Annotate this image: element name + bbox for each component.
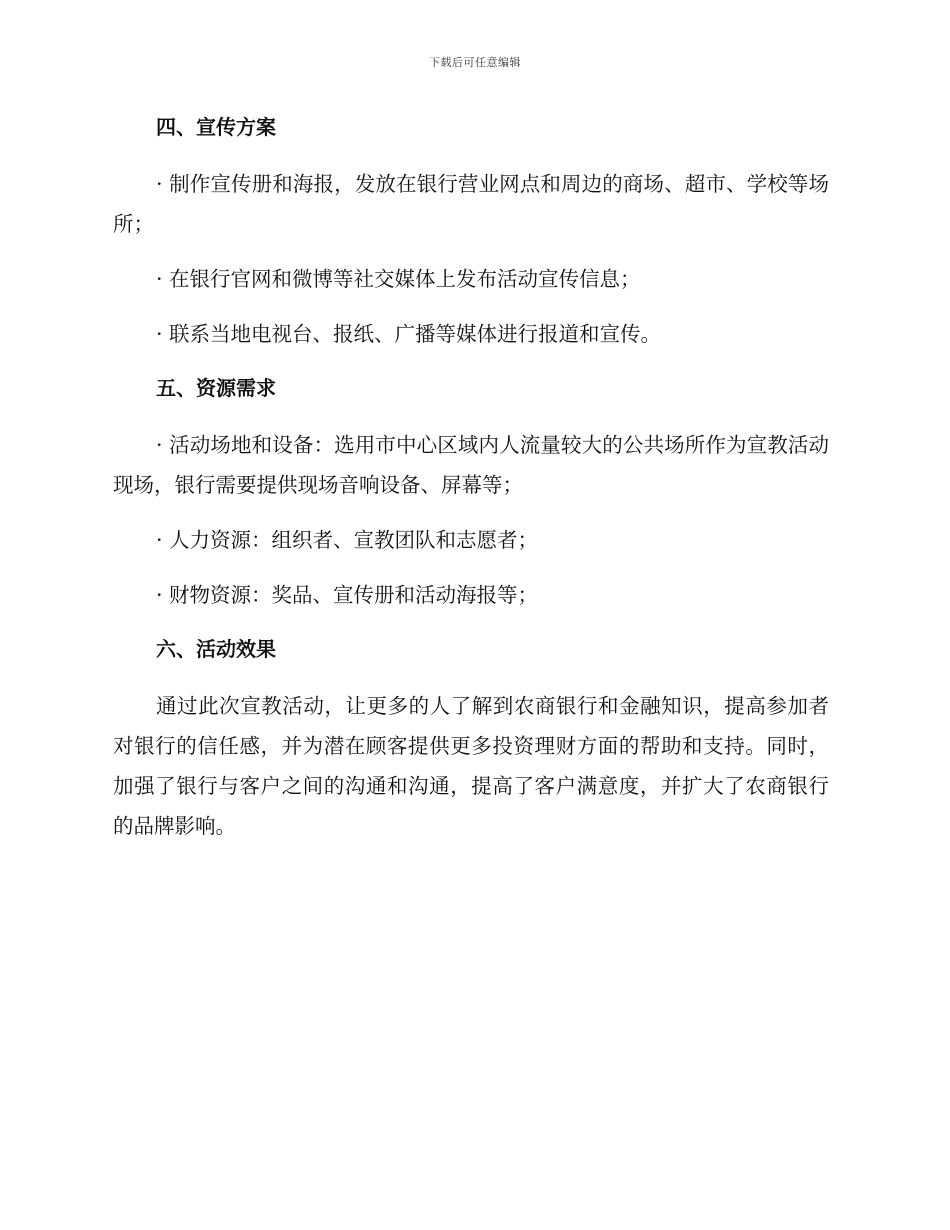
resource-item: · 活动场地和设备：选用市中心区域内人流量较大的公共场所作为宣教活动现场，银行需要提供现场音响设备、屏幕等； [113,433,829,497]
effects-paragraph: 通过此次宣教活动，让更多的人了解到农商银行和金融知识，提高参加者对银行的信任感，并为潜在顾客提供更多投资理财方面的帮助和支持。同时，加强了银行与客户之间的沟通和沟通，提高了客户满意度，并扩大了农商银行的品牌影响。 [113,694,829,838]
document-body [113,108,829,861]
publicity-item: · 联系当地电视台、报纸、广播等媒体进行报道和宣传。 [156,322,662,346]
section-heading-resources: 五、资源需求 [156,376,276,400]
section-heading-effects: 六、活动效果 [156,637,276,661]
publicity-item: · 在银行官网和微博等社交媒体上发布活动宣传信息； [156,267,641,291]
page-header-note: 下载后可任意编辑 [429,56,521,69]
resource-item: · 人力资源：组织者、宣教团队和志愿者； [156,528,539,552]
resource-item: · 财物资源：奖品、宣传册和活动海报等； [156,583,539,607]
section-heading-publicity: 四、宣传方案 [156,115,276,139]
publicity-item: · 制作宣传册和海报，发放在银行营业网点和周边的商场、超市、学校等场所； [113,172,829,236]
